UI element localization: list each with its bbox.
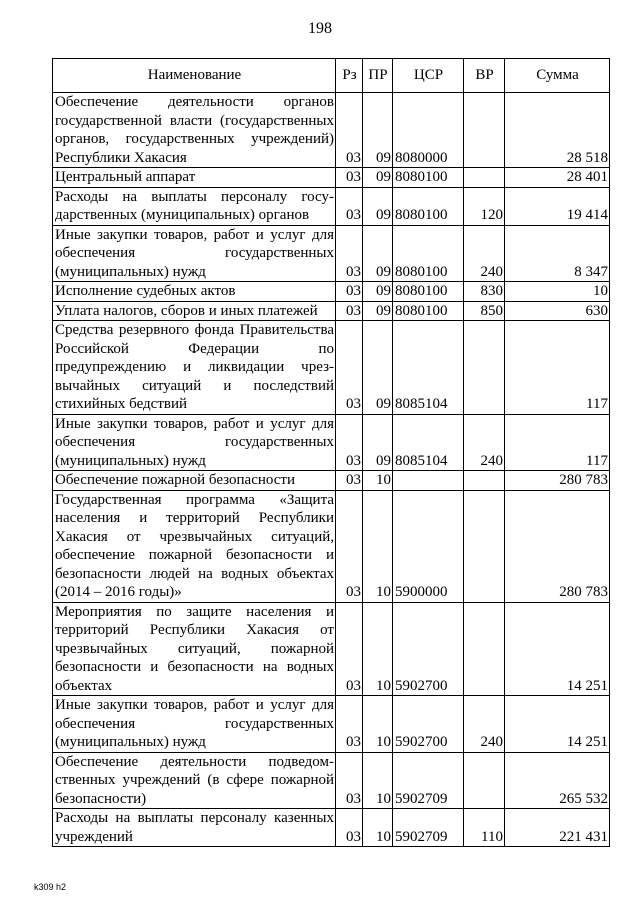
cell-pr: 10 bbox=[363, 809, 393, 847]
cell-vr bbox=[464, 752, 505, 809]
cell-csr: 8080000 bbox=[393, 93, 464, 168]
cell-name: Расходы на выплаты персоналу государственных (муниципальных) органов bbox=[53, 187, 336, 225]
cell-sum: 28 518 bbox=[505, 93, 610, 168]
cell-pr: 09 bbox=[363, 187, 393, 225]
cell-vr bbox=[464, 168, 505, 188]
budget-table bbox=[52, 58, 610, 847]
cell-csr: 5902709 bbox=[393, 752, 464, 809]
cell-rz: 03 bbox=[336, 93, 363, 168]
cell-pr: 10 bbox=[363, 696, 393, 753]
cell-sum: 10 bbox=[505, 282, 610, 302]
cell-rz: 03 bbox=[336, 225, 363, 282]
cell-name: Средства резервного фонда Правительства Российской Федерации по предупреждению и ликвидации чрезвычайных ситуаций и последствий стихийных бедствий bbox=[53, 321, 336, 415]
cell-rz: 03 bbox=[336, 187, 363, 225]
header-vr: ВР bbox=[464, 59, 505, 93]
cell-rz: 03 bbox=[336, 321, 363, 415]
table-body bbox=[53, 93, 610, 847]
header-sum: Сумма bbox=[505, 59, 610, 93]
cell-vr: 240 bbox=[464, 696, 505, 753]
cell-vr bbox=[464, 602, 505, 696]
cell-csr: 5902709 bbox=[393, 809, 464, 847]
footer-code: k309 h2 bbox=[34, 882, 67, 892]
cell-sum: 221 431 bbox=[505, 809, 610, 847]
cell-vr: 120 bbox=[464, 187, 505, 225]
cell-vr: 110 bbox=[464, 809, 505, 847]
table-row bbox=[53, 168, 610, 188]
cell-sum: 19 414 bbox=[505, 187, 610, 225]
cell-name: Обеспечение пожарной безопасности bbox=[53, 471, 336, 491]
cell-rz: 03 bbox=[336, 414, 363, 471]
cell-rz: 03 bbox=[336, 471, 363, 491]
table-row bbox=[53, 282, 610, 302]
cell-sum: 14 251 bbox=[505, 696, 610, 753]
table-row bbox=[53, 602, 610, 696]
cell-rz: 03 bbox=[336, 301, 363, 321]
cell-name: Центральный аппарат bbox=[53, 168, 336, 188]
cell-pr: 10 bbox=[363, 471, 393, 491]
cell-pr: 09 bbox=[363, 321, 393, 415]
cell-pr: 10 bbox=[363, 752, 393, 809]
header-name: Наименование bbox=[53, 59, 336, 93]
cell-vr: 850 bbox=[464, 301, 505, 321]
cell-sum: 265 532 bbox=[505, 752, 610, 809]
table-row bbox=[53, 490, 610, 602]
table-row bbox=[53, 809, 610, 847]
cell-vr: 830 bbox=[464, 282, 505, 302]
header-rz: Рз bbox=[336, 59, 363, 93]
cell-csr: 8080100 bbox=[393, 301, 464, 321]
cell-csr: 8080100 bbox=[393, 282, 464, 302]
table-row bbox=[53, 752, 610, 809]
cell-pr: 10 bbox=[363, 490, 393, 602]
cell-pr: 09 bbox=[363, 282, 393, 302]
cell-rz: 03 bbox=[336, 809, 363, 847]
cell-sum: 117 bbox=[505, 414, 610, 471]
cell-csr: 8085104 bbox=[393, 414, 464, 471]
cell-vr bbox=[464, 490, 505, 602]
cell-name: Мероприятия по защите населения и территорий Республики Хакасия от чрезвычайных ситуаций, пожарной безопасности и безопасности на водных объектах bbox=[53, 602, 336, 696]
cell-sum: 280 783 bbox=[505, 471, 610, 491]
cell-name: Иные закупки товаров, работ и услуг для обеспечения государственных (муниципальных) нужд bbox=[53, 225, 336, 282]
cell-name: Исполнение судебных актов bbox=[53, 282, 336, 302]
cell-sum: 630 bbox=[505, 301, 610, 321]
cell-name: Расходы на выплаты персоналу казенных учреждений bbox=[53, 809, 336, 847]
table-row bbox=[53, 187, 610, 225]
cell-csr: 5902700 bbox=[393, 696, 464, 753]
cell-rz: 03 bbox=[336, 696, 363, 753]
table-header-row bbox=[53, 59, 610, 93]
cell-sum: 280 783 bbox=[505, 490, 610, 602]
page-number: 198 bbox=[308, 20, 332, 37]
table-row bbox=[53, 225, 610, 282]
cell-name: Государственная программа «Защита населения и территорий Республики Хакасия от чрезвычайных ситуаций, обеспечение пожарной безопасности и безопасности людей на водных объектах (2014 – 2016 годы)» bbox=[53, 490, 336, 602]
table-row bbox=[53, 696, 610, 753]
cell-pr: 09 bbox=[363, 93, 393, 168]
cell-pr: 10 bbox=[363, 602, 393, 696]
cell-pr: 09 bbox=[363, 301, 393, 321]
cell-name: Обеспечение деятельности подведомственных учреждений (в сфере пожарной безопасности) bbox=[53, 752, 336, 809]
cell-vr bbox=[464, 93, 505, 168]
cell-rz: 03 bbox=[336, 168, 363, 188]
cell-rz: 03 bbox=[336, 490, 363, 602]
cell-vr bbox=[464, 471, 505, 491]
cell-sum: 117 bbox=[505, 321, 610, 415]
cell-pr: 09 bbox=[363, 414, 393, 471]
cell-csr: 8080100 bbox=[393, 168, 464, 188]
table-row bbox=[53, 93, 610, 168]
cell-sum: 28 401 bbox=[505, 168, 610, 188]
cell-vr: 240 bbox=[464, 225, 505, 282]
cell-csr bbox=[393, 471, 464, 491]
cell-name: Уплата налогов, сборов и иных платежей bbox=[53, 301, 336, 321]
cell-name: Обеспечение деятельности органов государственной власти (государственных органов, государственных учреждений) Республики Хакасия bbox=[53, 93, 336, 168]
cell-rz: 03 bbox=[336, 282, 363, 302]
cell-vr bbox=[464, 321, 505, 415]
cell-rz: 03 bbox=[336, 752, 363, 809]
cell-name: Иные закупки товаров, работ и услуг для обеспечения государственных (муниципальных) нужд bbox=[53, 414, 336, 471]
cell-sum: 8 347 bbox=[505, 225, 610, 282]
cell-csr: 5900000 bbox=[393, 490, 464, 602]
table-row bbox=[53, 471, 610, 491]
cell-name: Иные закупки товаров, работ и услуг для обеспечения государственных (муниципальных) нужд bbox=[53, 696, 336, 753]
cell-vr: 240 bbox=[464, 414, 505, 471]
table-row bbox=[53, 414, 610, 471]
cell-sum: 14 251 bbox=[505, 602, 610, 696]
cell-pr: 09 bbox=[363, 168, 393, 188]
cell-csr: 8085104 bbox=[393, 321, 464, 415]
table-row bbox=[53, 321, 610, 415]
header-csr: ЦСР bbox=[393, 59, 464, 93]
cell-csr: 5902700 bbox=[393, 602, 464, 696]
cell-csr: 8080100 bbox=[393, 225, 464, 282]
cell-csr: 8080100 bbox=[393, 187, 464, 225]
header-pr: ПР bbox=[363, 59, 393, 93]
cell-rz: 03 bbox=[336, 602, 363, 696]
cell-pr: 09 bbox=[363, 225, 393, 282]
table-row bbox=[53, 301, 610, 321]
